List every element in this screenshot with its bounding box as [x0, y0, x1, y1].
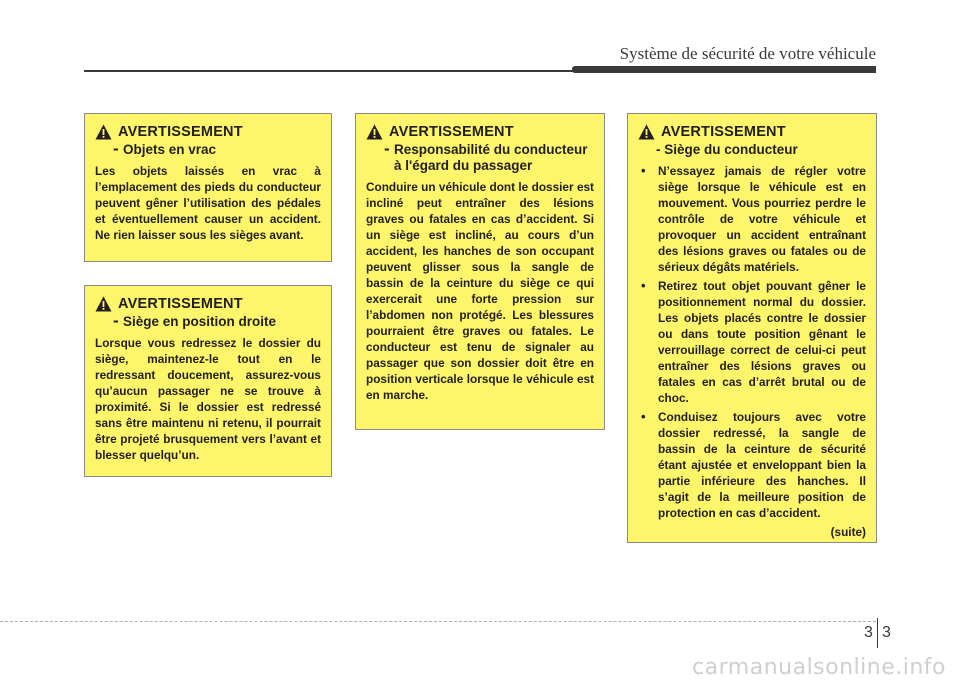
- warning-box-driver-seat: [627, 113, 877, 543]
- warning-bullet-list: [638, 163, 866, 521]
- warning-body: Lorsque vous redressez le dossier du siège, maintenez-le tout en le redressant doucement, assurez-vous qu’aucun passager ne se trouve à proximité. Si le dossier est redressé sans être maintenu ni retenu, il pourrait être projeté brusquement vers l’avant et blesser quelqu’un.: [95, 336, 321, 462]
- page-number: 3: [882, 624, 891, 641]
- warning-header: [366, 123, 594, 141]
- warning-subtitle: [113, 311, 321, 330]
- continued-note: (suite): [830, 525, 866, 539]
- subtitle-dash: -: [113, 139, 119, 158]
- list-item: • N’essayez jamais de régler votre siège lorsque le véhicule est en mouvement. Vous pourriez perdre le contrôle de votre véhicule et provoquer un accident entraînant des lésions graves ou fatales ou de sérieux dégâts matériels.: [638, 163, 866, 275]
- footer-rule: [0, 621, 876, 622]
- warning-subtitle: [113, 139, 321, 158]
- list-item: • Retirez tout objet pouvant gêner le positionnement normal du dossier. Les objets placés contre le dossier ou dans toute position gênant le verrouillage correct de celui-ci peut entraîner des lésions graves ou fatales en cas d’arrêt brutal ou de choc.: [638, 278, 866, 406]
- subtitle-dash: -: [113, 311, 119, 330]
- section-title: Système de sécurité de votre véhicule: [619, 44, 876, 63]
- subtitle-dash: -: [384, 139, 390, 158]
- warning-body: Les objets laissés en vrac à l’emplacement des pieds du conducteur peuvent gêner l’utilisation des pédales et éventuellement causer un accident. Ne rien laisser sous les sièges avant.: [95, 164, 321, 242]
- subtitle-text: Siège en position droite: [123, 314, 277, 329]
- warning-triangle-icon: [366, 124, 383, 140]
- warning-subtitle: [656, 142, 866, 158]
- warning-body: Conduire un véhicule dont le dossier est incliné peut entraîner des lésions graves ou fatales en cas d’accident. Si un siège est incliné, au cours d’un accident, les hanches de son occupant peuvent glisser sous la sangle de bassin de la ceinture du siège ce qui exercerait une forte pression sur l’abdomen non protégé. Les blessures pourraient être graves ou fatales. Le conducteur est tenu de signaler au passager que son dossier doit être en position verticale lorsque le véhicule est en marche.: [366, 180, 594, 402]
- warning-box-loose-objects: [84, 113, 332, 262]
- page-number-separator: [877, 618, 878, 648]
- header-bar: [572, 66, 876, 73]
- warning-triangle-icon: [95, 124, 112, 140]
- warning-header: [95, 295, 321, 313]
- list-item: • Conduisez toujours avec votre dossier redressé, la sangle de bassin de la ceinture de sécurité étant ajustée et enveloppant bien la partie inférieure des hanches. Il s’agit de la meilleure position de protection en cas d’accident.: [638, 409, 866, 521]
- warning-triangle-icon: [638, 124, 655, 140]
- warning-label: AVERTISSEMENT: [118, 124, 243, 140]
- subtitle-text: - Siège du conducteur: [656, 142, 798, 157]
- warning-box-upright-seat: [84, 285, 332, 477]
- warning-box-driver-responsibility: [355, 113, 605, 430]
- warning-triangle-icon: [95, 296, 112, 312]
- warning-label: AVERTISSEMENT: [661, 124, 786, 140]
- watermark-text: carmanualsonline.info: [692, 655, 946, 680]
- warning-subtitle: [384, 139, 594, 174]
- subtitle-text: Objets en vrac: [123, 142, 217, 157]
- warning-label: AVERTISSEMENT: [118, 296, 243, 312]
- warning-header: [95, 123, 321, 141]
- chapter-number: 3: [864, 624, 873, 641]
- warning-label: AVERTISSEMENT: [389, 124, 514, 140]
- warning-header: [638, 123, 866, 141]
- subtitle-text: Responsabilité du conducteur à l'égard du passager: [394, 142, 588, 173]
- header-rule: [84, 70, 576, 72]
